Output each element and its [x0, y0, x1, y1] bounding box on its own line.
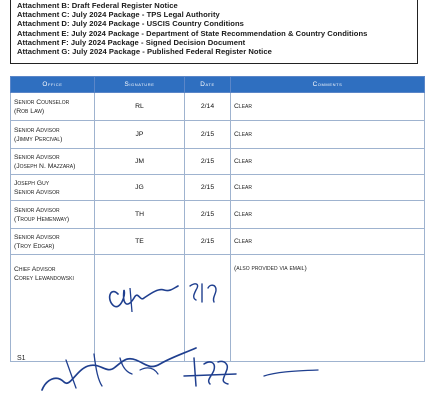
attachments-box — [10, 0, 418, 64]
attachment-c: Attachment C: July 2024 Package - TPS Legal Authority — [17, 10, 220, 20]
signature-initials: JM — [95, 149, 185, 175]
comment-cell: Clear — [231, 201, 425, 229]
office-cell: Senior Advisor (Joseph N. Mazzara) — [11, 149, 95, 175]
header-date: Date — [185, 77, 231, 93]
bottom-mark-icon — [262, 366, 322, 380]
office-cell: Joseph Guy Senior Advisor — [11, 175, 95, 201]
table-row — [11, 149, 425, 175]
comment-cell: Clear — [231, 175, 425, 201]
office-cell: Senior Counselor (Rob Law) — [11, 93, 95, 121]
footer-label: S1 — [17, 355, 26, 362]
comment-cell: (also provided via email) — [231, 255, 425, 362]
attachment-g: Attachment G: July 2024 Package - Published Federal Register Notice — [17, 47, 272, 57]
comment-cell: Clear — [231, 93, 425, 121]
attachment-b: Attachment B: Draft Federal Register Notice — [17, 1, 178, 10]
header-signature: Signature — [95, 77, 185, 93]
signature-initials: JG — [95, 175, 185, 201]
date-cell: 2/15 — [185, 175, 231, 201]
office-cell: Senior Advisor (Troup Hemenway) — [11, 201, 95, 229]
attachment-d: Attachment D: July 2024 Package - USCIS Country Conditions — [17, 19, 244, 29]
comment-cell: Clear — [231, 149, 425, 175]
table-header-row — [11, 77, 425, 93]
attachment-e: Attachment E: July 2024 Package - Department of State Recommendation & Country Conditions — [17, 28, 368, 38]
office-cell: Chief Advisor Corey Lewandowski — [11, 255, 95, 362]
table-row — [11, 121, 425, 149]
date-cell: 2/15 — [185, 149, 231, 175]
comment-cell: Clear — [231, 121, 425, 149]
bottom-date-icon — [180, 352, 240, 392]
date-cell: 2/15 — [185, 229, 231, 255]
header-comments: Comments — [231, 77, 425, 93]
date-cell: 2/15 — [185, 121, 231, 149]
table-row — [11, 93, 425, 121]
signature-initials: JP — [95, 121, 185, 149]
office-cell: Senior Advisor (Troy Edgar) — [11, 229, 95, 255]
clearance-table — [10, 76, 425, 362]
office-cell: Senior Advisor (Jimmy Percival) — [11, 121, 95, 149]
header-office: Office — [11, 77, 95, 93]
signature-initials: RL — [95, 93, 185, 121]
date-cell: 2/14 — [185, 93, 231, 121]
attachment-f: Attachment F: July 2024 Package - Signed Decision Document — [17, 37, 246, 47]
signature-initials: TE — [95, 229, 185, 255]
table-row — [11, 201, 425, 229]
table-row — [11, 229, 425, 255]
signature-initials: TH — [95, 201, 185, 229]
handwritten-date-icon — [186, 280, 226, 306]
handwritten-signature-icon — [104, 276, 184, 316]
comment-cell: Clear — [231, 229, 425, 255]
table-row — [11, 175, 425, 201]
date-cell: 2/15 — [185, 201, 231, 229]
